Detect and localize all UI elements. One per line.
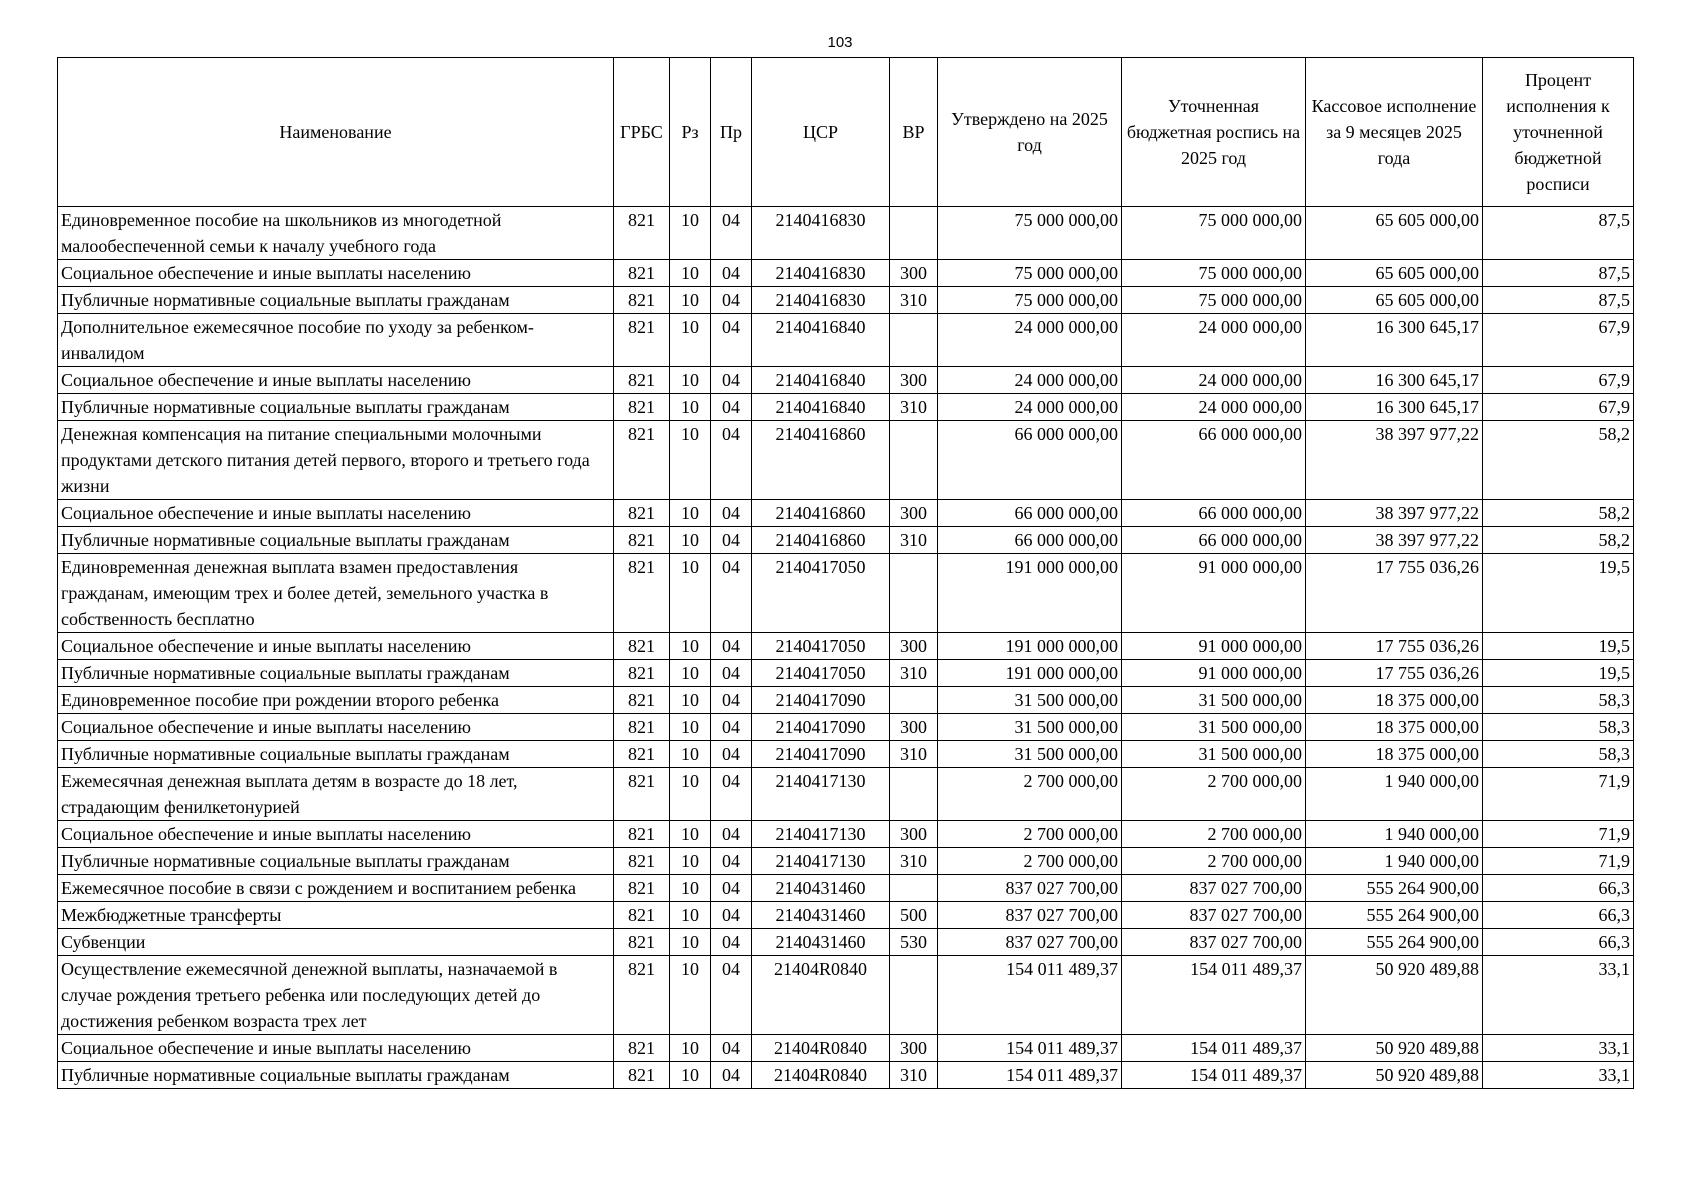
cell-csr: 2140417050	[752, 554, 890, 633]
col-header-executed: Кассовое исполнение за 9 месяцев 2025 года	[1306, 58, 1483, 207]
cell-executed: 65 605 000,00	[1306, 207, 1483, 260]
cell-approved: 75 000 000,00	[938, 207, 1122, 260]
cell-refined: 31 500 000,00	[1122, 741, 1306, 768]
cell-grbs: 821	[614, 875, 670, 902]
cell-percent: 67,9	[1483, 367, 1634, 394]
cell-vr: 310	[890, 1062, 938, 1089]
cell-grbs: 821	[614, 902, 670, 929]
cell-approved: 66 000 000,00	[938, 527, 1122, 554]
cell-refined: 91 000 000,00	[1122, 633, 1306, 660]
cell-rz: 10	[670, 633, 711, 660]
cell-refined: 91 000 000,00	[1122, 660, 1306, 687]
cell-pr: 04	[711, 768, 752, 821]
table-row	[58, 956, 1634, 1035]
cell-grbs: 821	[614, 314, 670, 367]
cell-pr: 04	[711, 527, 752, 554]
budget-execution-table	[57, 57, 1634, 1089]
cell-percent: 19,5	[1483, 660, 1634, 687]
cell-csr: 2140416860	[752, 500, 890, 527]
cell-rz: 10	[670, 527, 711, 554]
table-body	[58, 207, 1634, 1089]
cell-executed: 1 940 000,00	[1306, 768, 1483, 821]
cell-executed: 18 375 000,00	[1306, 714, 1483, 741]
cell-approved: 31 500 000,00	[938, 741, 1122, 768]
cell-pr: 04	[711, 929, 752, 956]
cell-refined: 837 027 700,00	[1122, 875, 1306, 902]
cell-percent: 87,5	[1483, 207, 1634, 260]
cell-rz: 10	[670, 1062, 711, 1089]
cell-executed: 38 397 977,22	[1306, 500, 1483, 527]
cell-percent: 33,1	[1483, 1035, 1634, 1062]
cell-refined: 31 500 000,00	[1122, 714, 1306, 741]
cell-approved: 2 700 000,00	[938, 768, 1122, 821]
cell-name: Публичные нормативные социальные выплаты гражданам	[58, 394, 614, 421]
cell-approved: 75 000 000,00	[938, 260, 1122, 287]
col-header-percent: Процент исполнения к уточненной бюджетной росписи	[1483, 58, 1634, 207]
cell-csr: 2140431460	[752, 875, 890, 902]
cell-pr: 04	[711, 714, 752, 741]
cell-name: Социальное обеспечение и иные выплаты населению	[58, 633, 614, 660]
cell-rz: 10	[670, 768, 711, 821]
cell-refined: 154 011 489,37	[1122, 956, 1306, 1035]
cell-percent: 19,5	[1483, 554, 1634, 633]
cell-rz: 10	[670, 741, 711, 768]
cell-approved: 191 000 000,00	[938, 554, 1122, 633]
cell-csr: 2140416830	[752, 207, 890, 260]
cell-executed: 65 605 000,00	[1306, 287, 1483, 314]
cell-csr: 2140417090	[752, 714, 890, 741]
cell-name: Единовременная денежная выплата взамен предоставления гражданам, имеющим трех и более детей, земельного участка в собственность бесплатно	[58, 554, 614, 633]
cell-approved: 24 000 000,00	[938, 367, 1122, 394]
cell-grbs: 821	[614, 714, 670, 741]
cell-vr	[890, 687, 938, 714]
cell-pr: 04	[711, 207, 752, 260]
cell-csr: 2140417090	[752, 741, 890, 768]
cell-percent: 58,3	[1483, 741, 1634, 768]
cell-percent: 71,9	[1483, 768, 1634, 821]
cell-csr: 2140417050	[752, 660, 890, 687]
cell-name: Межбюджетные трансферты	[58, 902, 614, 929]
cell-grbs: 821	[614, 207, 670, 260]
cell-pr: 04	[711, 821, 752, 848]
cell-vr: 530	[890, 929, 938, 956]
cell-refined: 24 000 000,00	[1122, 314, 1306, 367]
cell-approved: 24 000 000,00	[938, 314, 1122, 367]
cell-executed: 38 397 977,22	[1306, 421, 1483, 500]
cell-approved: 2 700 000,00	[938, 821, 1122, 848]
cell-rz: 10	[670, 367, 711, 394]
table-row	[58, 714, 1634, 741]
table-row	[58, 260, 1634, 287]
cell-refined: 75 000 000,00	[1122, 287, 1306, 314]
cell-rz: 10	[670, 554, 711, 633]
cell-grbs: 821	[614, 1035, 670, 1062]
cell-grbs: 821	[614, 741, 670, 768]
cell-executed: 18 375 000,00	[1306, 741, 1483, 768]
cell-grbs: 821	[614, 929, 670, 956]
cell-grbs: 821	[614, 500, 670, 527]
cell-executed: 555 264 900,00	[1306, 875, 1483, 902]
cell-executed: 17 755 036,26	[1306, 554, 1483, 633]
cell-pr: 04	[711, 314, 752, 367]
cell-pr: 04	[711, 421, 752, 500]
header-row	[58, 58, 1634, 207]
cell-approved: 66 000 000,00	[938, 421, 1122, 500]
cell-percent: 58,2	[1483, 421, 1634, 500]
cell-percent: 58,3	[1483, 687, 1634, 714]
cell-name: Ежемесячная денежная выплата детям в возрасте до 18 лет, страдающим фенилкетонурией	[58, 768, 614, 821]
cell-percent: 71,9	[1483, 821, 1634, 848]
cell-csr: 2140417130	[752, 768, 890, 821]
cell-percent: 58,2	[1483, 500, 1634, 527]
cell-csr: 2140416840	[752, 367, 890, 394]
cell-csr: 2140417130	[752, 848, 890, 875]
cell-vr	[890, 421, 938, 500]
cell-vr: 310	[890, 741, 938, 768]
col-header-name: Наименование	[58, 58, 614, 207]
cell-vr: 310	[890, 287, 938, 314]
cell-refined: 154 011 489,37	[1122, 1062, 1306, 1089]
cell-vr: 300	[890, 1035, 938, 1062]
table-row	[58, 394, 1634, 421]
cell-csr: 2140431460	[752, 902, 890, 929]
cell-pr: 04	[711, 367, 752, 394]
cell-grbs: 821	[614, 260, 670, 287]
cell-refined: 66 000 000,00	[1122, 527, 1306, 554]
cell-csr: 2140417090	[752, 687, 890, 714]
cell-name: Публичные нормативные социальные выплаты гражданам	[58, 848, 614, 875]
table-row	[58, 929, 1634, 956]
cell-rz: 10	[670, 848, 711, 875]
table-row	[58, 821, 1634, 848]
cell-rz: 10	[670, 314, 711, 367]
cell-executed: 1 940 000,00	[1306, 848, 1483, 875]
cell-name: Публичные нормативные социальные выплаты гражданам	[58, 660, 614, 687]
table-row	[58, 1035, 1634, 1062]
cell-vr	[890, 956, 938, 1035]
cell-vr: 300	[890, 260, 938, 287]
cell-approved: 2 700 000,00	[938, 848, 1122, 875]
cell-grbs: 821	[614, 821, 670, 848]
table-row	[58, 848, 1634, 875]
cell-rz: 10	[670, 421, 711, 500]
cell-csr: 21404R0840	[752, 1035, 890, 1062]
col-header-refined: Уточненная бюджетная роспись на 2025 год	[1122, 58, 1306, 207]
cell-grbs: 821	[614, 633, 670, 660]
cell-approved: 154 011 489,37	[938, 1035, 1122, 1062]
cell-pr: 04	[711, 260, 752, 287]
cell-refined: 91 000 000,00	[1122, 554, 1306, 633]
cell-grbs: 821	[614, 660, 670, 687]
cell-refined: 75 000 000,00	[1122, 207, 1306, 260]
table-row	[58, 287, 1634, 314]
col-header-grbs: ГРБС	[614, 58, 670, 207]
table-row	[58, 1062, 1634, 1089]
cell-rz: 10	[670, 287, 711, 314]
cell-percent: 87,5	[1483, 260, 1634, 287]
cell-refined: 837 027 700,00	[1122, 902, 1306, 929]
cell-percent: 71,9	[1483, 848, 1634, 875]
cell-rz: 10	[670, 687, 711, 714]
cell-vr	[890, 314, 938, 367]
cell-vr: 310	[890, 527, 938, 554]
cell-name: Социальное обеспечение и иные выплаты населению	[58, 260, 614, 287]
cell-pr: 04	[711, 687, 752, 714]
cell-approved: 191 000 000,00	[938, 633, 1122, 660]
cell-executed: 16 300 645,17	[1306, 394, 1483, 421]
cell-grbs: 821	[614, 394, 670, 421]
cell-pr: 04	[711, 1062, 752, 1089]
cell-rz: 10	[670, 500, 711, 527]
cell-approved: 837 027 700,00	[938, 875, 1122, 902]
cell-rz: 10	[670, 207, 711, 260]
cell-grbs: 821	[614, 527, 670, 554]
col-header-pr: Пр	[711, 58, 752, 207]
cell-rz: 10	[670, 714, 711, 741]
cell-refined: 24 000 000,00	[1122, 367, 1306, 394]
table-row	[58, 768, 1634, 821]
page-number: 103	[827, 34, 853, 51]
cell-pr: 04	[711, 875, 752, 902]
cell-approved: 191 000 000,00	[938, 660, 1122, 687]
cell-refined: 75 000 000,00	[1122, 260, 1306, 287]
cell-pr: 04	[711, 902, 752, 929]
cell-refined: 31 500 000,00	[1122, 687, 1306, 714]
col-header-vr: ВР	[890, 58, 938, 207]
cell-csr: 2140416830	[752, 260, 890, 287]
cell-approved: 837 027 700,00	[938, 902, 1122, 929]
cell-name: Субвенции	[58, 929, 614, 956]
cell-refined: 66 000 000,00	[1122, 500, 1306, 527]
cell-approved: 837 027 700,00	[938, 929, 1122, 956]
cell-approved: 66 000 000,00	[938, 500, 1122, 527]
cell-refined: 2 700 000,00	[1122, 821, 1306, 848]
cell-executed: 555 264 900,00	[1306, 902, 1483, 929]
cell-percent: 19,5	[1483, 633, 1634, 660]
cell-csr: 2140416860	[752, 421, 890, 500]
col-header-csr: ЦСР	[752, 58, 890, 207]
cell-refined: 66 000 000,00	[1122, 421, 1306, 500]
cell-rz: 10	[670, 394, 711, 421]
cell-grbs: 821	[614, 367, 670, 394]
cell-percent: 58,3	[1483, 714, 1634, 741]
cell-executed: 1 940 000,00	[1306, 821, 1483, 848]
cell-executed: 50 920 489,88	[1306, 1062, 1483, 1089]
cell-grbs: 821	[614, 848, 670, 875]
cell-rz: 10	[670, 875, 711, 902]
cell-grbs: 821	[614, 768, 670, 821]
cell-executed: 50 920 489,88	[1306, 1035, 1483, 1062]
cell-refined: 2 700 000,00	[1122, 768, 1306, 821]
cell-vr	[890, 875, 938, 902]
cell-executed: 16 300 645,17	[1306, 314, 1483, 367]
col-header-approved: Утверждено на 2025 год	[938, 58, 1122, 207]
cell-csr: 2140416860	[752, 527, 890, 554]
cell-refined: 837 027 700,00	[1122, 929, 1306, 956]
table-row	[58, 314, 1634, 367]
col-header-rz: Рз	[670, 58, 711, 207]
cell-percent: 58,2	[1483, 527, 1634, 554]
cell-executed: 65 605 000,00	[1306, 260, 1483, 287]
cell-pr: 04	[711, 956, 752, 1035]
table-header	[58, 58, 1634, 207]
table-row	[58, 660, 1634, 687]
cell-percent: 33,1	[1483, 956, 1634, 1035]
cell-refined: 154 011 489,37	[1122, 1035, 1306, 1062]
cell-name: Ежемесячное пособие в связи с рождением и воспитанием ребенка	[58, 875, 614, 902]
cell-name: Единовременное пособие на школьников из многодетной малообеспеченной семьи к началу учебного года	[58, 207, 614, 260]
cell-csr: 2140431460	[752, 929, 890, 956]
cell-percent: 67,9	[1483, 314, 1634, 367]
table-row	[58, 687, 1634, 714]
cell-rz: 10	[670, 902, 711, 929]
cell-csr: 2140416840	[752, 314, 890, 367]
cell-csr: 2140417050	[752, 633, 890, 660]
table-row	[58, 902, 1634, 929]
cell-vr	[890, 768, 938, 821]
cell-pr: 04	[711, 633, 752, 660]
cell-approved: 154 011 489,37	[938, 956, 1122, 1035]
cell-csr: 21404R0840	[752, 1062, 890, 1089]
cell-name: Социальное обеспечение и иные выплаты населению	[58, 500, 614, 527]
table-row	[58, 207, 1634, 260]
cell-executed: 555 264 900,00	[1306, 929, 1483, 956]
cell-grbs: 821	[614, 287, 670, 314]
table-row	[58, 741, 1634, 768]
cell-approved: 154 011 489,37	[938, 1062, 1122, 1089]
cell-csr: 2140416830	[752, 287, 890, 314]
cell-pr: 04	[711, 394, 752, 421]
cell-rz: 10	[670, 660, 711, 687]
cell-pr: 04	[711, 1035, 752, 1062]
cell-percent: 66,3	[1483, 875, 1634, 902]
cell-name: Социальное обеспечение и иные выплаты населению	[58, 1035, 614, 1062]
cell-name: Публичные нормативные социальные выплаты гражданам	[58, 1062, 614, 1089]
cell-vr: 300	[890, 500, 938, 527]
cell-rz: 10	[670, 260, 711, 287]
cell-grbs: 821	[614, 956, 670, 1035]
cell-refined: 24 000 000,00	[1122, 394, 1306, 421]
cell-executed: 17 755 036,26	[1306, 660, 1483, 687]
cell-pr: 04	[711, 554, 752, 633]
cell-pr: 04	[711, 741, 752, 768]
cell-rz: 10	[670, 929, 711, 956]
cell-approved: 31 500 000,00	[938, 687, 1122, 714]
cell-vr: 300	[890, 821, 938, 848]
cell-rz: 10	[670, 821, 711, 848]
cell-csr: 2140417130	[752, 821, 890, 848]
cell-name: Публичные нормативные социальные выплаты гражданам	[58, 527, 614, 554]
cell-vr	[890, 554, 938, 633]
cell-name: Денежная компенсация на питание специальными молочными продуктами детского питания детей первого, второго и третьего года жизни	[58, 421, 614, 500]
cell-rz: 10	[670, 956, 711, 1035]
cell-grbs: 821	[614, 421, 670, 500]
cell-percent: 66,3	[1483, 929, 1634, 956]
cell-vr: 300	[890, 633, 938, 660]
cell-name: Дополнительное ежемесячное пособие по уходу за ребенком-инвалидом	[58, 314, 614, 367]
cell-percent: 67,9	[1483, 394, 1634, 421]
cell-executed: 18 375 000,00	[1306, 687, 1483, 714]
cell-name: Осуществление ежемесячной денежной выплаты, назначаемой в случае рождения третьего ребенка или последующих детей до достижения ребенком возраста трех лет	[58, 956, 614, 1035]
cell-percent: 33,1	[1483, 1062, 1634, 1089]
cell-executed: 17 755 036,26	[1306, 633, 1483, 660]
cell-percent: 66,3	[1483, 902, 1634, 929]
cell-vr	[890, 207, 938, 260]
cell-executed: 16 300 645,17	[1306, 367, 1483, 394]
table-row	[58, 633, 1634, 660]
cell-name: Социальное обеспечение и иные выплаты населению	[58, 821, 614, 848]
cell-grbs: 821	[614, 554, 670, 633]
cell-vr: 300	[890, 367, 938, 394]
cell-pr: 04	[711, 287, 752, 314]
cell-grbs: 821	[614, 1062, 670, 1089]
table-row	[58, 875, 1634, 902]
cell-pr: 04	[711, 500, 752, 527]
table-row	[58, 527, 1634, 554]
cell-name: Публичные нормативные социальные выплаты гражданам	[58, 741, 614, 768]
cell-name: Публичные нормативные социальные выплаты гражданам	[58, 287, 614, 314]
table-row	[58, 367, 1634, 394]
cell-executed: 38 397 977,22	[1306, 527, 1483, 554]
cell-vr: 310	[890, 848, 938, 875]
cell-vr: 310	[890, 660, 938, 687]
cell-name: Единовременное пособие при рождении второго ребенка	[58, 687, 614, 714]
cell-approved: 24 000 000,00	[938, 394, 1122, 421]
cell-executed: 50 920 489,88	[1306, 956, 1483, 1035]
cell-pr: 04	[711, 848, 752, 875]
cell-name: Социальное обеспечение и иные выплаты населению	[58, 367, 614, 394]
cell-grbs: 821	[614, 687, 670, 714]
cell-approved: 75 000 000,00	[938, 287, 1122, 314]
cell-approved: 31 500 000,00	[938, 714, 1122, 741]
cell-csr: 2140416840	[752, 394, 890, 421]
cell-refined: 2 700 000,00	[1122, 848, 1306, 875]
cell-pr: 04	[711, 660, 752, 687]
table-row	[58, 421, 1634, 500]
cell-name: Социальное обеспечение и иные выплаты населению	[58, 714, 614, 741]
table-row	[58, 500, 1634, 527]
table-row	[58, 554, 1634, 633]
cell-percent: 87,5	[1483, 287, 1634, 314]
cell-vr: 300	[890, 714, 938, 741]
cell-vr: 500	[890, 902, 938, 929]
cell-rz: 10	[670, 1035, 711, 1062]
cell-vr: 310	[890, 394, 938, 421]
cell-csr: 21404R0840	[752, 956, 890, 1035]
